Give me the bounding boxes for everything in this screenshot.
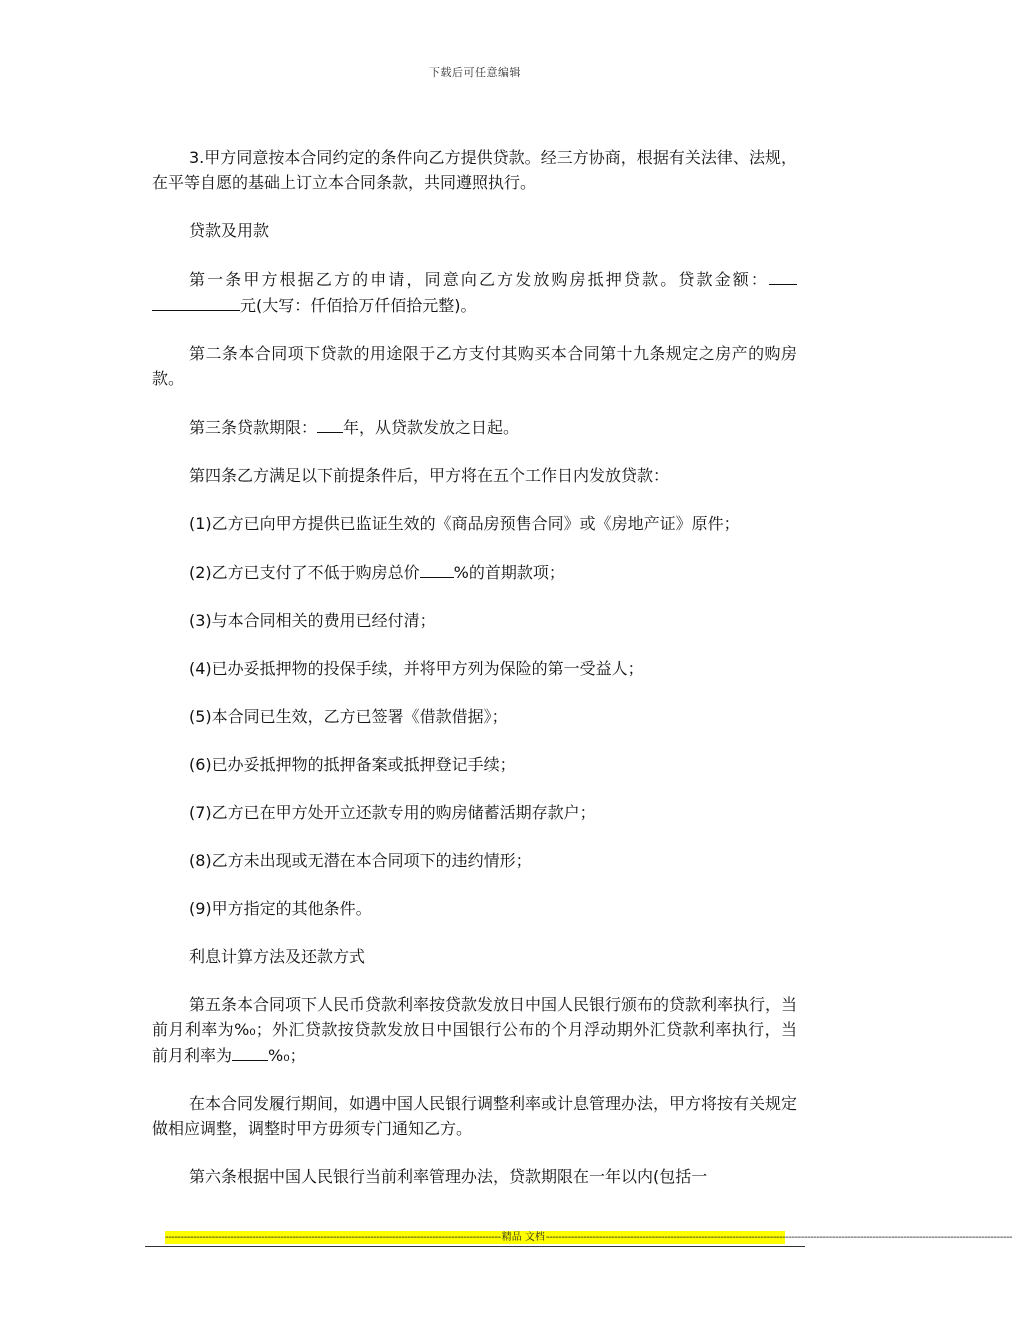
condition-1: (1)乙方已向甲方提供已监证生效的《商品房预售合同》或《房地产证》原件；	[189, 514, 740, 533]
article-5	[152, 992, 797, 1068]
condition-4: (4)已办妥抵押物的投保手续，并将甲方列为保险的第一受益人；	[189, 659, 644, 678]
fx-rate-blank	[232, 1042, 268, 1061]
paragraph-rate-adjustment: 在本合同发履行期间，如遇中国人民银行调整利率或计息管理办法，甲方将按有关规定做相应调整，调整时甲方毋须专门通知乙方。	[152, 1094, 798, 1138]
condition-6: (6)已办妥抵押物的抵押备案或抵押登记手续；	[189, 755, 516, 774]
amount-blank-line-2	[152, 292, 240, 311]
article-3-text-a: 第三条贷款期限：	[189, 418, 318, 437]
page-header: 下载后可任意编辑	[429, 66, 521, 79]
article-2: 第二条本合同项下贷款的用途限于乙方支付其购买本合同第十九条规定之房产的购房款。	[152, 344, 797, 388]
section-heading-interest: 利息计算方法及还款方式	[189, 947, 366, 966]
section-heading-loan-usage: 贷款及用款	[189, 221, 270, 240]
down-payment-percent-blank	[420, 559, 454, 578]
article-1-text-a: 第一条甲方根据乙方的申请，同意向乙方发放购房抵押贷款。贷款金额：	[189, 270, 769, 289]
condition-3: (3)与本合同相关的费用已经付清；	[189, 611, 436, 630]
paragraph-intro: 3.甲方同意按本合同约定的条件向乙方提供贷款。经三方协商，根据有关法律、法规，在平等自愿的基础上订立本合同条款，共同遵照执行。	[152, 148, 797, 192]
article-5-text-b: %₀；	[268, 1046, 306, 1065]
condition-2	[152, 559, 797, 585]
condition-8: (8)乙方未出现或无潜在本合同项下的违约情形；	[189, 851, 532, 870]
article-5-text-a: 第五条本合同项下人民币贷款利率按贷款发放日中国人民银行颁布的贷款利率执行，当前月利率为%₀；外汇贷款按贷款发放日中国银行公布的个月浮动期外汇贷款利率执行，当前月利率为	[152, 995, 798, 1065]
condition-5: (5)本合同已生效，乙方已签署《借款借据》；	[189, 707, 508, 726]
amount-blank-line-1	[769, 266, 797, 285]
article-3-text-b: 年，从贷款发放之日起。	[343, 418, 520, 437]
article-3	[152, 414, 797, 440]
article-1-text-b: 元(大写：仟佰拾万仟佰拾元整)。	[240, 296, 477, 315]
condition-9: (9)甲方指定的其他条件。	[189, 899, 372, 918]
condition-2-text-a: (2)乙方已支付了不低于购房总价	[189, 563, 420, 582]
footer-rule	[145, 1246, 805, 1247]
footer-dashes-right: ------------------------------------------------------------------------------------------------------------------------------------------------------	[545, 1232, 1012, 1243]
loan-term-blank	[317, 414, 343, 433]
article-6: 第六条根据中国人民银行当前利率管理办法，贷款期限在一年以内(包括一	[189, 1167, 708, 1186]
footer-label: 精品 文档	[501, 1232, 545, 1243]
article-4: 第四条乙方满足以下前提条件后，甲方将在五个工作日内发放贷款：	[189, 466, 670, 485]
condition-7: (7)乙方已在甲方处开立还款专用的购房储蓄活期存款户；	[189, 803, 596, 822]
footer-dashes-left: ------------------------------------------------------------------------------------------------------------	[165, 1232, 501, 1243]
document-body	[152, 145, 797, 1212]
footer-banner	[165, 1231, 1012, 1244]
condition-2-text-b: %的首期款项；	[453, 563, 565, 582]
article-1	[152, 266, 797, 318]
